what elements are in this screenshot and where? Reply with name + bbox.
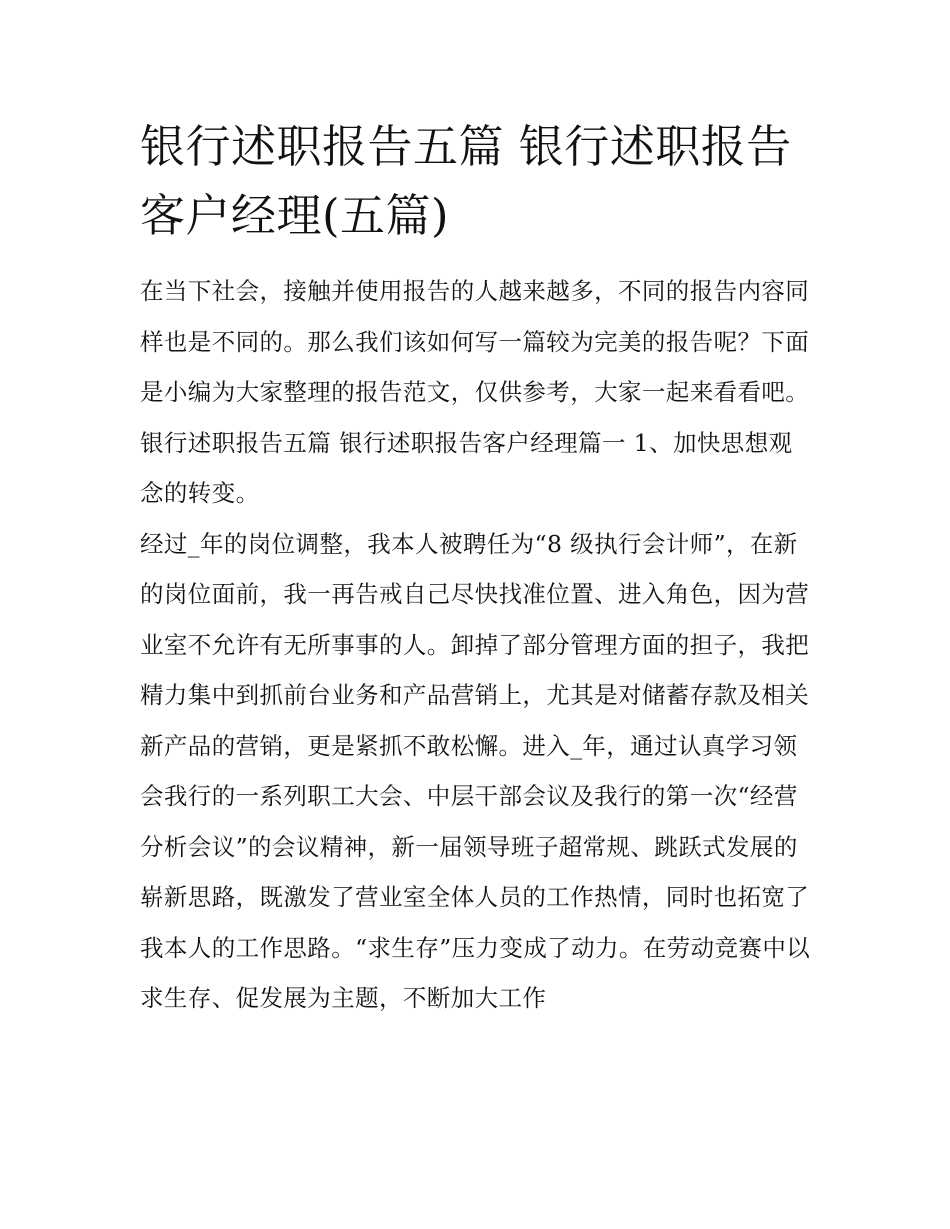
intro-paragraph: 在当下社会，接触并使用报告的人越来越多，不同的报告内容同样也是不同的。那么我们该如何写一篇较为完美的报告呢？下面是小编为大家整理的报告范文，仅供参考，大家一起来看看吧。 bbox=[140, 277, 810, 406]
document-body bbox=[140, 112, 812, 1024]
section-heading-paragraph: 银行述职报告五篇 银行述职报告客户经理篇一 1、加快思想观念的转变。 bbox=[140, 428, 793, 507]
document-title: 银行述职报告五篇 银行述职报告客户经理(五篇) bbox=[140, 120, 792, 242]
body-paragraph: 经过_年的岗位调整，我本人被聘任为“8 级执行会计师”，在新的岗位面前，我一再告戒自己尽快找准位置、进入角色，因为营业室不允许有无所事事的人。卸掉了部分管理方面的担子，我把精力集中到抓前台业务和产品营销上，尤其是对储蓄存款及相关新产品的营销，更是紧抓不敢松懈。进入_年，通过认真学习领会我行的一系列职工大会、中层干部会议及我行的第一次“经营分析会议”的会议精神，新一届领导班子超常规、跳跃式发展的崭新思路，既激发了营业室全体人员的工作热情，同时也拓宽了我本人的工作思路。“求生存”压力变成了动力。在劳动竞赛中以求生存、促发展为主题，不断加大工作 bbox=[140, 529, 811, 1012]
